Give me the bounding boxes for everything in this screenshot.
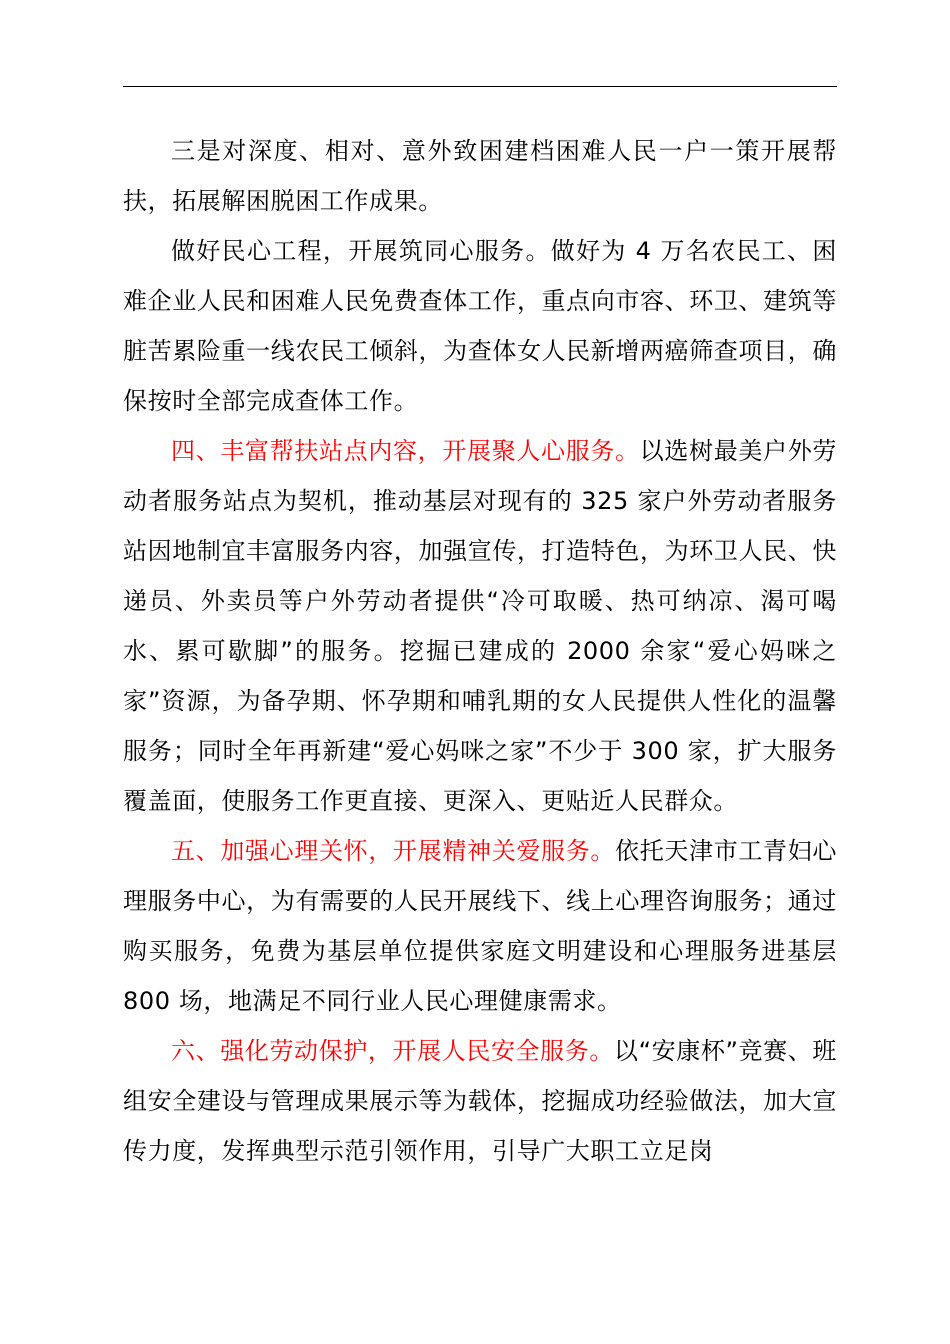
paragraph-4 [123, 826, 837, 1026]
paragraph-3-text: 以选树最美户外劳动者服务站点为契机，推动基层对现有的 325 家户外劳动者服务站因地制宜丰富服务内容，加强宣传，打造特色，为环卫人民、快递员、外卖员等户外劳动者提供“冷可取暖、热可纳凉、渴可喝水、累可歇脚”的服务。挖掘已建成的 2000 余家“爱心妈咪之家”资源，为备孕期、怀孕期和哺乳期的女人民提供人性化的温馨服务；同时全年再新建“爱心妈咪之家”不少于 300 家，扩大服务覆盖面，使服务工作更直接、更深入、更贴近人民群众。 [123, 437, 837, 815]
paragraph-1 [123, 126, 837, 226]
header-rule [123, 86, 837, 87]
section-heading-6: 六、强化劳动保护，开展人民安全服务。 [171, 1037, 615, 1065]
section-heading-4: 四、丰富帮扶站点内容，开展聚人心服务。 [171, 437, 640, 465]
paragraph-3 [123, 426, 837, 826]
paragraph-5 [123, 1026, 837, 1176]
paragraph-4-text: 依托天津市工青妇心理服务中心，为有需要的人民开展线下、线上心理咨询服务；通过购买服务，免费为基层单位提供家庭文明建设和心理服务进基层 800 场，地满足不同行业人民心理健康需求。 [123, 837, 837, 1015]
paragraph-1-text: 三是对深度、相对、意外致困建档困难人民一户一策开展帮扶，拓展解困脱困工作成果。 [123, 137, 837, 215]
document-body [123, 126, 837, 1176]
paragraph-5-text: 以“安康杯”竞赛、班组安全建设与管理成果展示等为载体，挖掘成功经验做法，加大宣传力度，发挥典型示范引领作用，引导广大职工立足岗 [123, 1037, 837, 1165]
paragraph-2-text: 做好民心工程，开展筑同心服务。做好为 4 万名农民工、困难企业人民和困难人民免费查体工作，重点向市容、环卫、建筑等脏苦累险重一线农民工倾斜，为查体女人民新增两癌筛查项目，确保按时全部完成查体工作。 [123, 237, 837, 415]
section-heading-5: 五、加强心理关怀，开展精神关爱服务。 [171, 837, 616, 865]
paragraph-2 [123, 226, 837, 426]
